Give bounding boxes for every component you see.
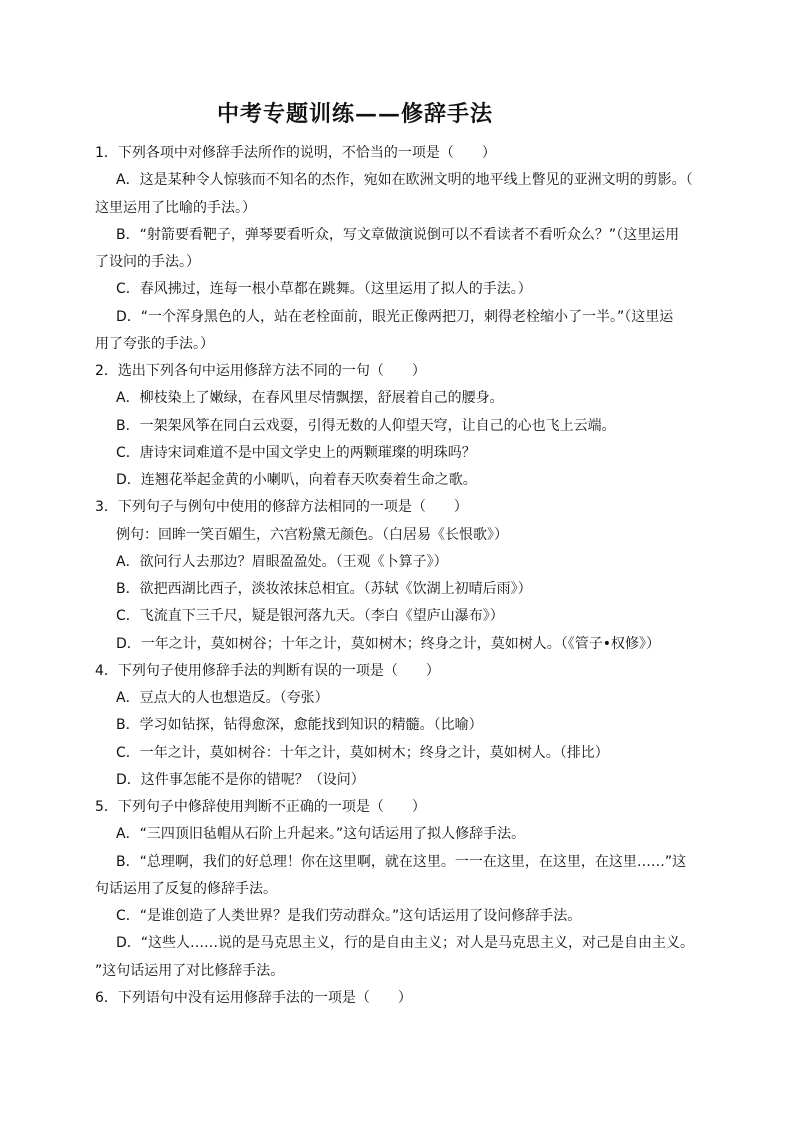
text-line: B．欲把西湖比西子，淡妆浓抹总相宜。（苏轼《饮湖上初晴后雨》） [116, 581, 532, 597]
text-line: D．“这些人……说的是马克思主义，行的是自由主义；对人是马克思主义，对己是自由主义。 [116, 935, 695, 952]
text-line: 3．下列句子与例句中使用的修辞方法相同的一项是（ ） [95, 499, 468, 516]
text-line: A．柳枝染上了嫩绿，在春风里尽情飘摆，舒展着自己的腰身。 [116, 390, 504, 407]
text-line: A．“三四顶旧毡帽从石阶上升起来。”这句话运用了拟人修辞手法。 [116, 826, 526, 843]
text-line: 这里运用了比喻的手法。） [95, 199, 256, 216]
text-line: C．唐诗宋词难道不是中国文学史上的两颗璀璨的明珠吗？ [116, 444, 476, 461]
text-line: 例句：回眸一笑百媚生，六宫粉黛无颜色。（白居易《长恨歌》） [116, 526, 508, 543]
text-line: 2．选出下列各句中运用修辞方法不同的一句（ ） [95, 363, 426, 379]
text-line: B．“射箭要看靶子，弹琴要看听众，写文章做演说倒可以不看读者不看听众么？”（这里运用 [116, 226, 680, 243]
text-line: 4．下列句子使用修辞手法的判断有误的一项是（ ） [95, 662, 440, 679]
text-line: C．春风拂过，连每一根小草都在跳舞。（这里运用了拟人的手法。） [116, 281, 532, 298]
text-line: A．豆点大的人也想造反。（夸张） [116, 690, 329, 706]
text-line: ”这句话运用了对比修辞手法。 [95, 962, 285, 979]
text-line: 6．下列语句中没有运用修辞手法的一项是（ ） [95, 989, 412, 1006]
text-line: B．学习如钻探，钻得愈深，愈能找到知识的精髓。（比喻） [116, 717, 483, 734]
text-line: 句话运用了反复的修辞手法。 [95, 880, 277, 897]
question-list [95, 140, 705, 1012]
page-title: 中考专题训练——修辞手法 [216, 101, 493, 127]
text-line: 用了夸张的手法。） [95, 335, 214, 352]
text-line: B．“总理啊，我们的好总理！你在这里啊，就在这里。一一在这里，在这里，在这里……”这 [116, 853, 687, 870]
text-line: D．一年之计，莫如树谷；十年之计，莫如树木；终身之计，莫如树人。（《管子•权修》） [116, 635, 661, 652]
text-line: D．连翘花举起金黄的小喇叭，向着春天吹奏着生命之歌。 [116, 472, 477, 488]
text-line: 了设问的手法。） [95, 254, 200, 270]
text-line: C．“是谁创造了人类世界？是我们劳动群众。”这句话运用了设问修辞手法。 [116, 908, 582, 924]
text-line: C．一年之计，莫如树谷：十年之计，莫如树木；终身之计，莫如树人。（排比） [116, 744, 609, 761]
text-line: 1．下列各项中对修辞手法所作的说明，不恰当的一项是（ ） [95, 145, 496, 161]
text-line: C．飞流直下三千尺，疑是银河落九天。（李白《望庐山瀑布》） [116, 608, 504, 625]
text-line: A．欲问行人去那边？眉眼盈盈处。（王观《卜算子》） [116, 553, 448, 570]
text-line: D．“一个浑身黑色的人，站在老栓面前，眼光正像两把刀，刺得老栓缩小了一半。”（这里运 [116, 308, 674, 325]
text-line: B．一架架风筝在同白云戏耍，引得无数的人仰望天穹，让自己的心也飞上云端。 [116, 417, 616, 434]
text-line: A．这是某种令人惊骇而不知名的杰作，宛如在欧洲文明的地平线上瞥见的亚洲文明的剪影。（ [116, 172, 693, 189]
text-line: D．这件事怎能不是你的错呢？（设问） [116, 771, 365, 788]
text-line: 5．下列句子中修辞使用判断不正确的一项是（ ） [95, 799, 426, 815]
